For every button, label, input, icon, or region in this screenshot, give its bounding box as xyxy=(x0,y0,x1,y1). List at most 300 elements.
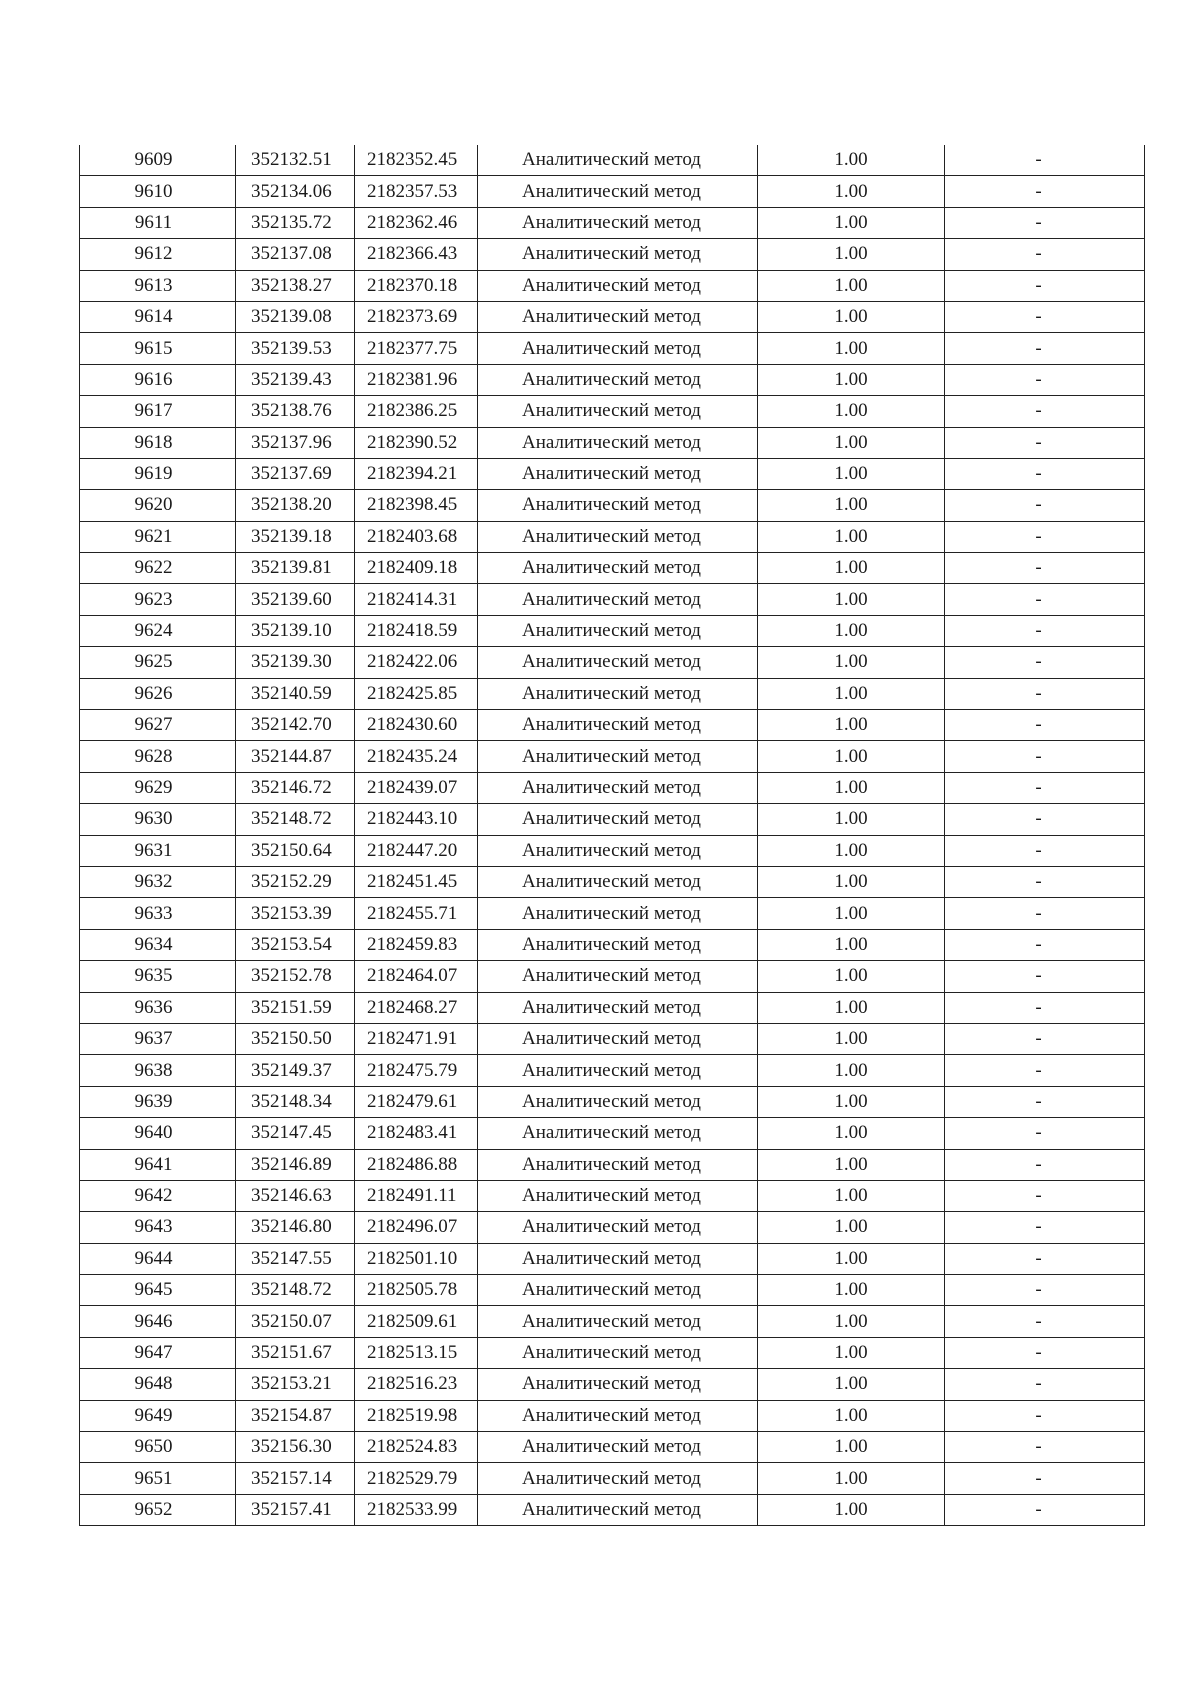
table-row xyxy=(80,1086,1145,1117)
method-cell: Аналитический метод xyxy=(478,1275,758,1306)
accuracy-cell: 1.00 xyxy=(758,1275,945,1306)
x-coordinate-cell: 352139.81 xyxy=(236,553,355,584)
method-cell: Аналитический метод xyxy=(478,207,758,238)
method-cell: Аналитический метод xyxy=(478,553,758,584)
y-coordinate-cell: 2182447.20 xyxy=(355,835,478,866)
accuracy-cell: 1.00 xyxy=(758,678,945,709)
x-coordinate-cell: 352132.51 xyxy=(236,145,355,176)
point-number-cell: 9613 xyxy=(80,270,236,301)
accuracy-cell: 1.00 xyxy=(758,647,945,678)
table-row xyxy=(80,866,1145,897)
accuracy-cell: 1.00 xyxy=(758,710,945,741)
table-row xyxy=(80,333,1145,364)
y-coordinate-cell: 2182491.11 xyxy=(355,1180,478,1211)
description-cell: - xyxy=(945,1463,1145,1494)
y-coordinate-cell: 2182468.27 xyxy=(355,992,478,1023)
y-coordinate-cell: 2182455.71 xyxy=(355,898,478,929)
y-coordinate-cell: 2182496.07 xyxy=(355,1212,478,1243)
description-cell: - xyxy=(945,710,1145,741)
description-cell: - xyxy=(945,1149,1145,1180)
description-cell: - xyxy=(945,647,1145,678)
description-cell: - xyxy=(945,1400,1145,1431)
y-coordinate-cell: 2182483.41 xyxy=(355,1118,478,1149)
table-row xyxy=(80,1463,1145,1494)
method-cell: Аналитический метод xyxy=(478,239,758,270)
method-cell: Аналитический метод xyxy=(478,1055,758,1086)
accuracy-cell: 1.00 xyxy=(758,929,945,960)
accuracy-cell: 1.00 xyxy=(758,1369,945,1400)
x-coordinate-cell: 352139.18 xyxy=(236,521,355,552)
x-coordinate-cell: 352137.96 xyxy=(236,427,355,458)
point-number-cell: 9651 xyxy=(80,1463,236,1494)
accuracy-cell: 1.00 xyxy=(758,615,945,646)
x-coordinate-cell: 352146.63 xyxy=(236,1180,355,1211)
point-number-cell: 9625 xyxy=(80,647,236,678)
method-cell: Аналитический метод xyxy=(478,866,758,897)
x-coordinate-cell: 352139.10 xyxy=(236,615,355,646)
accuracy-cell: 1.00 xyxy=(758,1118,945,1149)
method-cell: Аналитический метод xyxy=(478,772,758,803)
point-number-cell: 9638 xyxy=(80,1055,236,1086)
accuracy-cell: 1.00 xyxy=(758,364,945,395)
x-coordinate-cell: 352139.60 xyxy=(236,584,355,615)
y-coordinate-cell: 2182464.07 xyxy=(355,961,478,992)
description-cell: - xyxy=(945,176,1145,207)
description-cell: - xyxy=(945,207,1145,238)
description-cell: - xyxy=(945,1180,1145,1211)
accuracy-cell: 1.00 xyxy=(758,992,945,1023)
table-row xyxy=(80,961,1145,992)
table-row xyxy=(80,1118,1145,1149)
coordinates-table-body xyxy=(80,145,1145,1526)
table-row xyxy=(80,490,1145,521)
table-row xyxy=(80,1212,1145,1243)
point-number-cell: 9642 xyxy=(80,1180,236,1211)
accuracy-cell: 1.00 xyxy=(758,207,945,238)
point-number-cell: 9621 xyxy=(80,521,236,552)
description-cell: - xyxy=(945,772,1145,803)
method-cell: Аналитический метод xyxy=(478,710,758,741)
accuracy-cell: 1.00 xyxy=(758,835,945,866)
point-number-cell: 9622 xyxy=(80,553,236,584)
x-coordinate-cell: 352138.76 xyxy=(236,396,355,427)
point-number-cell: 9641 xyxy=(80,1149,236,1180)
table-row xyxy=(80,804,1145,835)
method-cell: Аналитический метод xyxy=(478,270,758,301)
table-row xyxy=(80,1243,1145,1274)
y-coordinate-cell: 2182386.25 xyxy=(355,396,478,427)
y-coordinate-cell: 2182414.31 xyxy=(355,584,478,615)
method-cell: Аналитический метод xyxy=(478,521,758,552)
method-cell: Аналитический метод xyxy=(478,427,758,458)
table-row xyxy=(80,1149,1145,1180)
accuracy-cell: 1.00 xyxy=(758,898,945,929)
description-cell: - xyxy=(945,145,1145,176)
table-row xyxy=(80,1337,1145,1368)
x-coordinate-cell: 352150.50 xyxy=(236,1023,355,1054)
table-row xyxy=(80,1275,1145,1306)
x-coordinate-cell: 352148.72 xyxy=(236,1275,355,1306)
table-row xyxy=(80,772,1145,803)
x-coordinate-cell: 352146.80 xyxy=(236,1212,355,1243)
y-coordinate-cell: 2182451.45 xyxy=(355,866,478,897)
point-number-cell: 9617 xyxy=(80,396,236,427)
accuracy-cell: 1.00 xyxy=(758,553,945,584)
x-coordinate-cell: 352142.70 xyxy=(236,710,355,741)
x-coordinate-cell: 352135.72 xyxy=(236,207,355,238)
x-coordinate-cell: 352153.54 xyxy=(236,929,355,960)
accuracy-cell: 1.00 xyxy=(758,772,945,803)
y-coordinate-cell: 2182439.07 xyxy=(355,772,478,803)
x-coordinate-cell: 352139.30 xyxy=(236,647,355,678)
accuracy-cell: 1.00 xyxy=(758,1432,945,1463)
accuracy-cell: 1.00 xyxy=(758,145,945,176)
point-number-cell: 9646 xyxy=(80,1306,236,1337)
point-number-cell: 9629 xyxy=(80,772,236,803)
description-cell: - xyxy=(945,584,1145,615)
method-cell: Аналитический метод xyxy=(478,835,758,866)
accuracy-cell: 1.00 xyxy=(758,1212,945,1243)
x-coordinate-cell: 352151.59 xyxy=(236,992,355,1023)
accuracy-cell: 1.00 xyxy=(758,1400,945,1431)
x-coordinate-cell: 352148.72 xyxy=(236,804,355,835)
y-coordinate-cell: 2182352.45 xyxy=(355,145,478,176)
table-row xyxy=(80,710,1145,741)
table-row xyxy=(80,1494,1145,1525)
table-row xyxy=(80,1432,1145,1463)
method-cell: Аналитический метод xyxy=(478,1243,758,1274)
accuracy-cell: 1.00 xyxy=(758,270,945,301)
table-row xyxy=(80,678,1145,709)
y-coordinate-cell: 2182390.52 xyxy=(355,427,478,458)
description-cell: - xyxy=(945,1212,1145,1243)
description-cell: - xyxy=(945,929,1145,960)
method-cell: Аналитический метод xyxy=(478,929,758,960)
point-number-cell: 9647 xyxy=(80,1337,236,1368)
point-number-cell: 9632 xyxy=(80,866,236,897)
method-cell: Аналитический метод xyxy=(478,176,758,207)
accuracy-cell: 1.00 xyxy=(758,458,945,489)
method-cell: Аналитический метод xyxy=(478,1306,758,1337)
point-number-cell: 9637 xyxy=(80,1023,236,1054)
y-coordinate-cell: 2182443.10 xyxy=(355,804,478,835)
method-cell: Аналитический метод xyxy=(478,1494,758,1525)
accuracy-cell: 1.00 xyxy=(758,239,945,270)
point-number-cell: 9649 xyxy=(80,1400,236,1431)
y-coordinate-cell: 2182398.45 xyxy=(355,490,478,521)
table-row xyxy=(80,1400,1145,1431)
description-cell: - xyxy=(945,992,1145,1023)
method-cell: Аналитический метод xyxy=(478,1463,758,1494)
description-cell: - xyxy=(945,678,1145,709)
point-number-cell: 9644 xyxy=(80,1243,236,1274)
accuracy-cell: 1.00 xyxy=(758,961,945,992)
description-cell: - xyxy=(945,1432,1145,1463)
description-cell: - xyxy=(945,1243,1145,1274)
point-number-cell: 9639 xyxy=(80,1086,236,1117)
x-coordinate-cell: 352147.45 xyxy=(236,1118,355,1149)
table-row xyxy=(80,1306,1145,1337)
method-cell: Аналитический метод xyxy=(478,301,758,332)
x-coordinate-cell: 352150.64 xyxy=(236,835,355,866)
accuracy-cell: 1.00 xyxy=(758,584,945,615)
table-row xyxy=(80,239,1145,270)
point-number-cell: 9619 xyxy=(80,458,236,489)
y-coordinate-cell: 2182475.79 xyxy=(355,1055,478,1086)
point-number-cell: 9620 xyxy=(80,490,236,521)
point-number-cell: 9616 xyxy=(80,364,236,395)
method-cell: Аналитический метод xyxy=(478,490,758,521)
method-cell: Аналитический метод xyxy=(478,961,758,992)
point-number-cell: 9631 xyxy=(80,835,236,866)
method-cell: Аналитический метод xyxy=(478,364,758,395)
point-number-cell: 9615 xyxy=(80,333,236,364)
x-coordinate-cell: 352153.21 xyxy=(236,1369,355,1400)
x-coordinate-cell: 352147.55 xyxy=(236,1243,355,1274)
table-row xyxy=(80,898,1145,929)
method-cell: Аналитический метод xyxy=(478,333,758,364)
point-number-cell: 9645 xyxy=(80,1275,236,1306)
y-coordinate-cell: 2182430.60 xyxy=(355,710,478,741)
accuracy-cell: 1.00 xyxy=(758,176,945,207)
y-coordinate-cell: 2182479.61 xyxy=(355,1086,478,1117)
description-cell: - xyxy=(945,1306,1145,1337)
table-row xyxy=(80,458,1145,489)
x-coordinate-cell: 352138.27 xyxy=(236,270,355,301)
x-coordinate-cell: 352146.72 xyxy=(236,772,355,803)
table-row xyxy=(80,521,1145,552)
x-coordinate-cell: 352137.69 xyxy=(236,458,355,489)
y-coordinate-cell: 2182486.88 xyxy=(355,1149,478,1180)
table-row xyxy=(80,1180,1145,1211)
table-row xyxy=(80,427,1145,458)
description-cell: - xyxy=(945,1369,1145,1400)
accuracy-cell: 1.00 xyxy=(758,333,945,364)
accuracy-cell: 1.00 xyxy=(758,1086,945,1117)
method-cell: Аналитический метод xyxy=(478,678,758,709)
x-coordinate-cell: 352137.08 xyxy=(236,239,355,270)
point-number-cell: 9626 xyxy=(80,678,236,709)
accuracy-cell: 1.00 xyxy=(758,1180,945,1211)
description-cell: - xyxy=(945,898,1145,929)
y-coordinate-cell: 2182533.99 xyxy=(355,1494,478,1525)
table-row xyxy=(80,396,1145,427)
method-cell: Аналитический метод xyxy=(478,584,758,615)
y-coordinate-cell: 2182409.18 xyxy=(355,553,478,584)
x-coordinate-cell: 352146.89 xyxy=(236,1149,355,1180)
x-coordinate-cell: 352156.30 xyxy=(236,1432,355,1463)
y-coordinate-cell: 2182459.83 xyxy=(355,929,478,960)
y-coordinate-cell: 2182516.23 xyxy=(355,1369,478,1400)
point-number-cell: 9635 xyxy=(80,961,236,992)
x-coordinate-cell: 352157.14 xyxy=(236,1463,355,1494)
description-cell: - xyxy=(945,270,1145,301)
y-coordinate-cell: 2182435.24 xyxy=(355,741,478,772)
description-cell: - xyxy=(945,427,1145,458)
x-coordinate-cell: 352152.29 xyxy=(236,866,355,897)
method-cell: Аналитический метод xyxy=(478,396,758,427)
y-coordinate-cell: 2182357.53 xyxy=(355,176,478,207)
method-cell: Аналитический метод xyxy=(478,1337,758,1368)
method-cell: Аналитический метод xyxy=(478,1118,758,1149)
table-row xyxy=(80,1055,1145,1086)
description-cell: - xyxy=(945,333,1145,364)
point-number-cell: 9614 xyxy=(80,301,236,332)
point-number-cell: 9624 xyxy=(80,615,236,646)
accuracy-cell: 1.00 xyxy=(758,741,945,772)
x-coordinate-cell: 352139.08 xyxy=(236,301,355,332)
point-number-cell: 9611 xyxy=(80,207,236,238)
description-cell: - xyxy=(945,490,1145,521)
table-row xyxy=(80,207,1145,238)
point-number-cell: 9648 xyxy=(80,1369,236,1400)
y-coordinate-cell: 2182524.83 xyxy=(355,1432,478,1463)
point-number-cell: 9636 xyxy=(80,992,236,1023)
y-coordinate-cell: 2182471.91 xyxy=(355,1023,478,1054)
point-number-cell: 9623 xyxy=(80,584,236,615)
description-cell: - xyxy=(945,1086,1145,1117)
description-cell: - xyxy=(945,741,1145,772)
y-coordinate-cell: 2182403.68 xyxy=(355,521,478,552)
x-coordinate-cell: 352153.39 xyxy=(236,898,355,929)
point-number-cell: 9627 xyxy=(80,710,236,741)
accuracy-cell: 1.00 xyxy=(758,866,945,897)
description-cell: - xyxy=(945,1118,1145,1149)
method-cell: Аналитический метод xyxy=(478,804,758,835)
point-number-cell: 9612 xyxy=(80,239,236,270)
x-coordinate-cell: 352144.87 xyxy=(236,741,355,772)
description-cell: - xyxy=(945,521,1145,552)
description-cell: - xyxy=(945,553,1145,584)
table-row xyxy=(80,364,1145,395)
method-cell: Аналитический метод xyxy=(478,615,758,646)
x-coordinate-cell: 352140.59 xyxy=(236,678,355,709)
accuracy-cell: 1.00 xyxy=(758,396,945,427)
description-cell: - xyxy=(945,1275,1145,1306)
accuracy-cell: 1.00 xyxy=(758,1055,945,1086)
y-coordinate-cell: 2182366.43 xyxy=(355,239,478,270)
coordinates-table xyxy=(79,145,1145,1526)
description-cell: - xyxy=(945,364,1145,395)
table-row xyxy=(80,553,1145,584)
method-cell: Аналитический метод xyxy=(478,1086,758,1117)
x-coordinate-cell: 352138.20 xyxy=(236,490,355,521)
accuracy-cell: 1.00 xyxy=(758,521,945,552)
table-row xyxy=(80,301,1145,332)
accuracy-cell: 1.00 xyxy=(758,1149,945,1180)
y-coordinate-cell: 2182362.46 xyxy=(355,207,478,238)
y-coordinate-cell: 2182509.61 xyxy=(355,1306,478,1337)
accuracy-cell: 1.00 xyxy=(758,1494,945,1525)
y-coordinate-cell: 2182370.18 xyxy=(355,270,478,301)
y-coordinate-cell: 2182505.78 xyxy=(355,1275,478,1306)
table-row xyxy=(80,145,1145,176)
x-coordinate-cell: 352149.37 xyxy=(236,1055,355,1086)
description-cell: - xyxy=(945,239,1145,270)
description-cell: - xyxy=(945,835,1145,866)
table-row xyxy=(80,270,1145,301)
point-number-cell: 9609 xyxy=(80,145,236,176)
accuracy-cell: 1.00 xyxy=(758,1023,945,1054)
method-cell: Аналитический метод xyxy=(478,1023,758,1054)
y-coordinate-cell: 2182422.06 xyxy=(355,647,478,678)
description-cell: - xyxy=(945,615,1145,646)
x-coordinate-cell: 352157.41 xyxy=(236,1494,355,1525)
point-number-cell: 9630 xyxy=(80,804,236,835)
description-cell: - xyxy=(945,396,1145,427)
y-coordinate-cell: 2182529.79 xyxy=(355,1463,478,1494)
table-row xyxy=(80,584,1145,615)
method-cell: Аналитический метод xyxy=(478,1432,758,1463)
x-coordinate-cell: 352139.53 xyxy=(236,333,355,364)
description-cell: - xyxy=(945,301,1145,332)
table-row xyxy=(80,1369,1145,1400)
table-row xyxy=(80,1023,1145,1054)
method-cell: Аналитический метод xyxy=(478,1400,758,1431)
x-coordinate-cell: 352152.78 xyxy=(236,961,355,992)
method-cell: Аналитический метод xyxy=(478,145,758,176)
method-cell: Аналитический метод xyxy=(478,647,758,678)
point-number-cell: 9640 xyxy=(80,1118,236,1149)
accuracy-cell: 1.00 xyxy=(758,1243,945,1274)
point-number-cell: 9652 xyxy=(80,1494,236,1525)
method-cell: Аналитический метод xyxy=(478,1212,758,1243)
method-cell: Аналитический метод xyxy=(478,1149,758,1180)
point-number-cell: 9633 xyxy=(80,898,236,929)
y-coordinate-cell: 2182381.96 xyxy=(355,364,478,395)
method-cell: Аналитический метод xyxy=(478,741,758,772)
description-cell: - xyxy=(945,961,1145,992)
description-cell: - xyxy=(945,866,1145,897)
y-coordinate-cell: 2182377.75 xyxy=(355,333,478,364)
point-number-cell: 9650 xyxy=(80,1432,236,1463)
y-coordinate-cell: 2182501.10 xyxy=(355,1243,478,1274)
description-cell: - xyxy=(945,1337,1145,1368)
description-cell: - xyxy=(945,1055,1145,1086)
accuracy-cell: 1.00 xyxy=(758,490,945,521)
accuracy-cell: 1.00 xyxy=(758,427,945,458)
point-number-cell: 9634 xyxy=(80,929,236,960)
description-cell: - xyxy=(945,458,1145,489)
y-coordinate-cell: 2182418.59 xyxy=(355,615,478,646)
y-coordinate-cell: 2182373.69 xyxy=(355,301,478,332)
table-row xyxy=(80,647,1145,678)
point-number-cell: 9610 xyxy=(80,176,236,207)
method-cell: Аналитический метод xyxy=(478,458,758,489)
point-number-cell: 9643 xyxy=(80,1212,236,1243)
x-coordinate-cell: 352148.34 xyxy=(236,1086,355,1117)
table-row xyxy=(80,929,1145,960)
description-cell: - xyxy=(945,1494,1145,1525)
table-row xyxy=(80,835,1145,866)
x-coordinate-cell: 352134.06 xyxy=(236,176,355,207)
table-row xyxy=(80,176,1145,207)
method-cell: Аналитический метод xyxy=(478,1369,758,1400)
y-coordinate-cell: 2182513.15 xyxy=(355,1337,478,1368)
accuracy-cell: 1.00 xyxy=(758,1463,945,1494)
x-coordinate-cell: 352154.87 xyxy=(236,1400,355,1431)
table-row xyxy=(80,992,1145,1023)
table-row xyxy=(80,741,1145,772)
x-coordinate-cell: 352150.07 xyxy=(236,1306,355,1337)
description-cell: - xyxy=(945,1023,1145,1054)
accuracy-cell: 1.00 xyxy=(758,804,945,835)
y-coordinate-cell: 2182425.85 xyxy=(355,678,478,709)
x-coordinate-cell: 352151.67 xyxy=(236,1337,355,1368)
point-number-cell: 9618 xyxy=(80,427,236,458)
y-coordinate-cell: 2182519.98 xyxy=(355,1400,478,1431)
accuracy-cell: 1.00 xyxy=(758,1306,945,1337)
